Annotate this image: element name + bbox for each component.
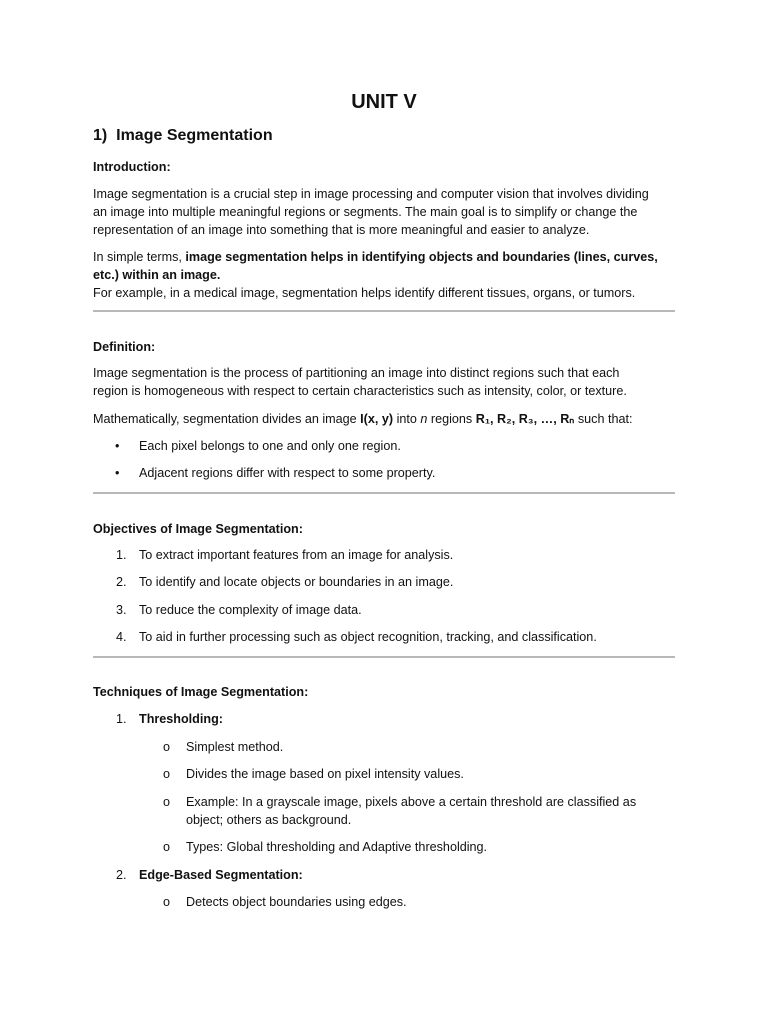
list-number: 2. <box>116 575 127 589</box>
list-number: 2. <box>116 868 127 882</box>
intro-line <box>93 266 675 284</box>
section-number: 1) <box>93 127 108 144</box>
list-text: To identify and locate objects or boundaries in an image. <box>139 575 454 589</box>
math-text: into <box>393 412 421 426</box>
sub-bullet-icon: o <box>163 895 171 909</box>
definition-line: region is homogeneous with respect to certain characteristics such as intensity, color, or texture. <box>93 384 627 398</box>
sub-bullet-text: Example: In a grayscale image, pixels above a certain threshold are classified as <box>186 795 637 809</box>
sub-bullet-icon: o <box>163 795 171 809</box>
sub-bullet-icon: o <box>163 840 171 854</box>
list-item <box>93 710 675 730</box>
technique-title: Thresholding: <box>139 712 223 726</box>
math-text: regions <box>427 412 476 426</box>
sub-bullet-icon: o <box>163 740 171 754</box>
intro-line: an image into multiple meaningful regions or segments. The main goal is to simplify or change the <box>93 205 638 219</box>
math-image-symbol: I(x, y) <box>360 412 394 426</box>
bullet-text: Each pixel belongs to one and only one region. <box>139 439 401 453</box>
definition-heading: Definition: <box>93 340 156 354</box>
intro-prefix: In simple terms, <box>93 250 186 264</box>
divider <box>93 310 675 312</box>
list-item <box>93 601 675 621</box>
introduction-paragraph-2 <box>93 248 675 302</box>
definition-paragraph <box>93 364 675 400</box>
list-number: 4. <box>116 630 127 644</box>
definition-line: Image segmentation is the process of partitioning an image into distinct regions such that each <box>93 366 620 380</box>
section-heading <box>93 126 273 146</box>
bullet-icon: • <box>115 439 120 453</box>
list-text: To aid in further processing such as object recognition, tracking, and classification. <box>139 630 597 644</box>
list-item <box>93 738 675 758</box>
list-item <box>93 573 675 593</box>
list-text: To extract important features from an image for analysis. <box>139 548 454 562</box>
list-item <box>93 765 675 785</box>
intro-line: representation of an image into something that is more meaningful and easier to analyze. <box>93 223 590 237</box>
list-text: To reduce the complexity of image data. <box>139 603 362 617</box>
math-text: Mathematically, segmentation divides an image <box>93 412 361 426</box>
divider <box>93 656 675 658</box>
technique-title: Edge-Based Segmentation: <box>139 868 303 882</box>
sub-bullet-icon: o <box>163 767 171 781</box>
list-item <box>93 893 675 913</box>
list-number: 3. <box>116 603 127 617</box>
intro-line: For example, in a medical image, segmentation helps identify different tissues, organs, or tumors. <box>93 286 636 300</box>
list-item <box>93 464 675 484</box>
math-definition <box>93 410 675 428</box>
intro-emphasis: etc.) within an image. <box>93 268 221 282</box>
list-item <box>93 838 675 858</box>
math-n-symbol: n <box>420 412 428 426</box>
list-item <box>93 866 675 886</box>
sub-bullet-text: Simplest method. <box>186 740 284 754</box>
math-regions-symbol: R₁, R₂, R₃, …, Rₙ <box>475 412 575 426</box>
objectives-heading: Objectives of Image Segmentation: <box>93 522 303 536</box>
list-item <box>93 437 675 457</box>
divider <box>93 492 675 494</box>
introduction-heading: Introduction: <box>93 160 171 174</box>
sub-bullet-text: object; others as background. <box>186 813 352 827</box>
techniques-heading: Techniques of Image Segmentation: <box>93 685 309 699</box>
bullet-icon: • <box>115 466 120 480</box>
list-item <box>93 546 675 566</box>
sub-bullet-text: Detects object boundaries using edges. <box>186 895 407 909</box>
introduction-paragraph-1 <box>93 185 675 239</box>
intro-emphasis: image segmentation helps in identifying objects and boundaries (lines, curves, <box>185 250 658 264</box>
intro-line: Image segmentation is a crucial step in image processing and computer vision that involves dividing <box>93 187 649 201</box>
bullet-text: Adjacent regions differ with respect to some property. <box>139 466 436 480</box>
sub-bullet-text: Types: Global thresholding and Adaptive thresholding. <box>186 840 488 854</box>
intro-line <box>93 248 675 266</box>
list-number: 1. <box>116 548 127 562</box>
math-text: such that: <box>574 412 633 426</box>
unit-title: UNIT V <box>351 91 417 113</box>
section-title: Image Segmentation <box>116 127 273 144</box>
list-item <box>93 628 675 648</box>
list-item <box>93 793 675 831</box>
sub-bullet-text: Divides the image based on pixel intensity values. <box>186 767 464 781</box>
list-number: 1. <box>116 712 127 726</box>
